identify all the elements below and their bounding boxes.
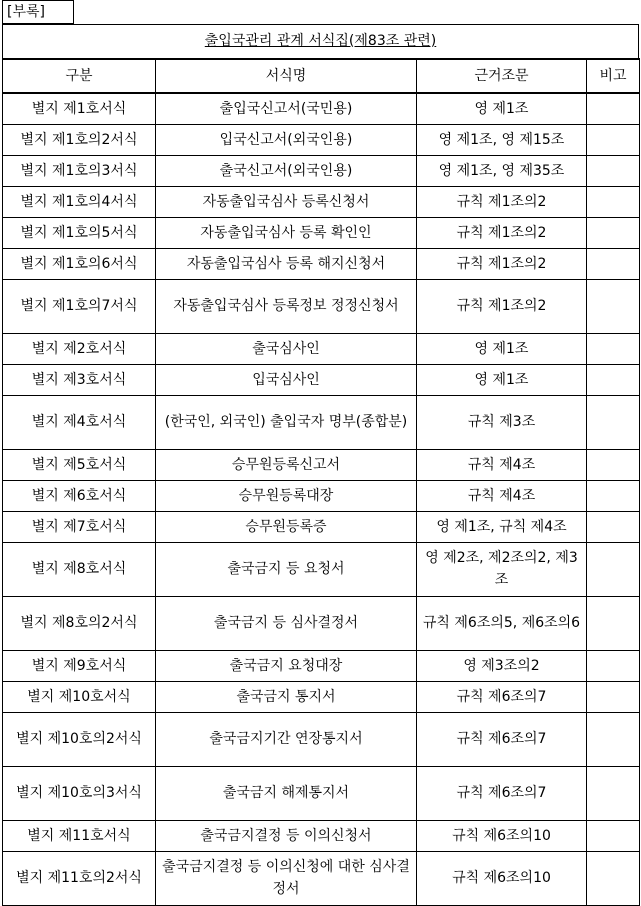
cell-form-number: 별지 제10호서식 [3,681,156,712]
cell-form-name: 입국신고서(외국인용) [156,124,417,155]
table-row [3,820,640,851]
cell-remarks [587,248,640,279]
table-body [3,93,640,905]
cell-form-number: 별지 제1호의6서식 [3,248,156,279]
cell-form-number: 별지 제1호의2서식 [3,124,156,155]
cell-form-number: 별지 제1호의4서식 [3,186,156,217]
cell-form-name: (한국인, 외국인) 출입국자 명부(종합분) [156,395,417,449]
header-remarks: 비고 [587,59,640,93]
cell-legal-basis: 규칙 제4조 [417,480,587,511]
cell-form-name: 자동출입국심사 등록 해지신청서 [156,248,417,279]
table-row [3,766,640,820]
table-row [3,364,640,395]
table-row [3,217,640,248]
cell-form-name: 출국금지 등 요청서 [156,542,417,596]
cell-legal-basis: 영 제2조, 제2조의2, 제3조 [417,542,587,596]
cell-legal-basis: 규칙 제6조의7 [417,766,587,820]
cell-form-name: 출입국신고서(국민용) [156,93,417,124]
cell-remarks [587,681,640,712]
table-row [3,395,640,449]
table-row [3,596,640,650]
cell-legal-basis: 규칙 제1조의2 [417,217,587,248]
cell-remarks [587,93,640,124]
table-row [3,279,640,333]
table-row [3,186,640,217]
cell-form-number: 별지 제8호의2서식 [3,596,156,650]
cell-remarks [587,395,640,449]
cell-legal-basis: 규칙 제6조의7 [417,681,587,712]
cell-legal-basis: 규칙 제6조의10 [417,851,587,905]
table-row [3,681,640,712]
cell-form-number: 별지 제5호서식 [3,449,156,480]
cell-remarks [587,449,640,480]
table-row [3,650,640,681]
cell-legal-basis: 규칙 제6조의7 [417,712,587,766]
header-legal-basis: 근거조문 [417,59,587,93]
cell-form-number: 별지 제9호서식 [3,650,156,681]
cell-form-name: 자동출입국심사 등록신청서 [156,186,417,217]
cell-form-name: 출국신고서(외국인용) [156,155,417,186]
cell-form-name: 승무원등록신고서 [156,449,417,480]
appendix-label: [부록] [2,0,74,24]
cell-legal-basis: 규칙 제1조의2 [417,248,587,279]
cell-form-number: 별지 제2호서식 [3,333,156,364]
cell-legal-basis: 영 제1조, 영 제15조 [417,124,587,155]
cell-form-name: 승무원등록증 [156,511,417,542]
cell-form-number: 별지 제4호서식 [3,395,156,449]
forms-table [2,58,640,906]
cell-remarks [587,511,640,542]
header-category: 구분 [3,59,156,93]
cell-form-number: 별지 제10호의3서식 [3,766,156,820]
cell-legal-basis: 규칙 제1조의2 [417,279,587,333]
cell-form-name: 출국금지결정 등 이의신청에 대한 심사결정서 [156,851,417,905]
header-form-name: 서식명 [156,59,417,93]
table-row [3,511,640,542]
cell-form-number: 별지 제10호의2서식 [3,712,156,766]
table-row [3,248,640,279]
cell-legal-basis: 영 제3조의2 [417,650,587,681]
cell-form-name: 자동출입국심사 등록 확인인 [156,217,417,248]
cell-form-name: 출국금지결정 등 이의신청서 [156,820,417,851]
cell-form-number: 별지 제6호서식 [3,480,156,511]
cell-remarks [587,217,640,248]
cell-legal-basis: 영 제1조, 규칙 제4조 [417,511,587,542]
cell-remarks [587,596,640,650]
cell-legal-basis: 규칙 제3조 [417,395,587,449]
cell-legal-basis: 영 제1조 [417,333,587,364]
table-row [3,155,640,186]
cell-remarks [587,333,640,364]
table-header-row [3,59,640,93]
cell-form-number: 별지 제1호의7서식 [3,279,156,333]
cell-form-name: 자동출입국심사 등록정보 정정신청서 [156,279,417,333]
cell-legal-basis: 규칙 제6조의5, 제6조의6 [417,596,587,650]
cell-legal-basis: 영 제1조 [417,364,587,395]
cell-form-number: 별지 제1호의5서식 [3,217,156,248]
cell-legal-basis: 규칙 제1조의2 [417,186,587,217]
cell-form-name: 출국금지 등 심사결정서 [156,596,417,650]
cell-form-name: 출국심사인 [156,333,417,364]
cell-form-name: 출국금지 해제통지서 [156,766,417,820]
cell-remarks [587,279,640,333]
cell-form-name: 출국금지 요청대장 [156,650,417,681]
cell-legal-basis: 규칙 제4조 [417,449,587,480]
cell-remarks [587,186,640,217]
cell-form-number: 별지 제3호서식 [3,364,156,395]
cell-remarks [587,766,640,820]
table-row [3,449,640,480]
cell-remarks [587,650,640,681]
table-row [3,712,640,766]
cell-form-name: 출국금지기간 연장통지서 [156,712,417,766]
table-row [3,93,640,124]
cell-form-name: 입국심사인 [156,364,417,395]
cell-remarks [587,851,640,905]
cell-form-number: 별지 제1호서식 [3,93,156,124]
document-title-text: 출입국관리 관계 서식집(제83조 관련) [204,33,437,49]
cell-form-number: 별지 제11호의2서식 [3,851,156,905]
table-row [3,124,640,155]
cell-remarks [587,124,640,155]
table-row [3,333,640,364]
cell-form-name: 승무원등록대장 [156,480,417,511]
cell-remarks [587,712,640,766]
table-row [3,542,640,596]
cell-legal-basis: 영 제1조, 영 제35조 [417,155,587,186]
cell-form-name: 출국금지 통지서 [156,681,417,712]
cell-remarks [587,480,640,511]
cell-form-number: 별지 제11호서식 [3,820,156,851]
cell-remarks [587,542,640,596]
cell-form-number: 별지 제1호의3서식 [3,155,156,186]
document-title [2,24,639,58]
cell-legal-basis: 규칙 제6조의10 [417,820,587,851]
table-row [3,851,640,905]
table-row [3,480,640,511]
cell-legal-basis: 영 제1조 [417,93,587,124]
cell-remarks [587,820,640,851]
cell-form-number: 별지 제8호서식 [3,542,156,596]
cell-remarks [587,155,640,186]
cell-form-number: 별지 제7호서식 [3,511,156,542]
cell-remarks [587,364,640,395]
